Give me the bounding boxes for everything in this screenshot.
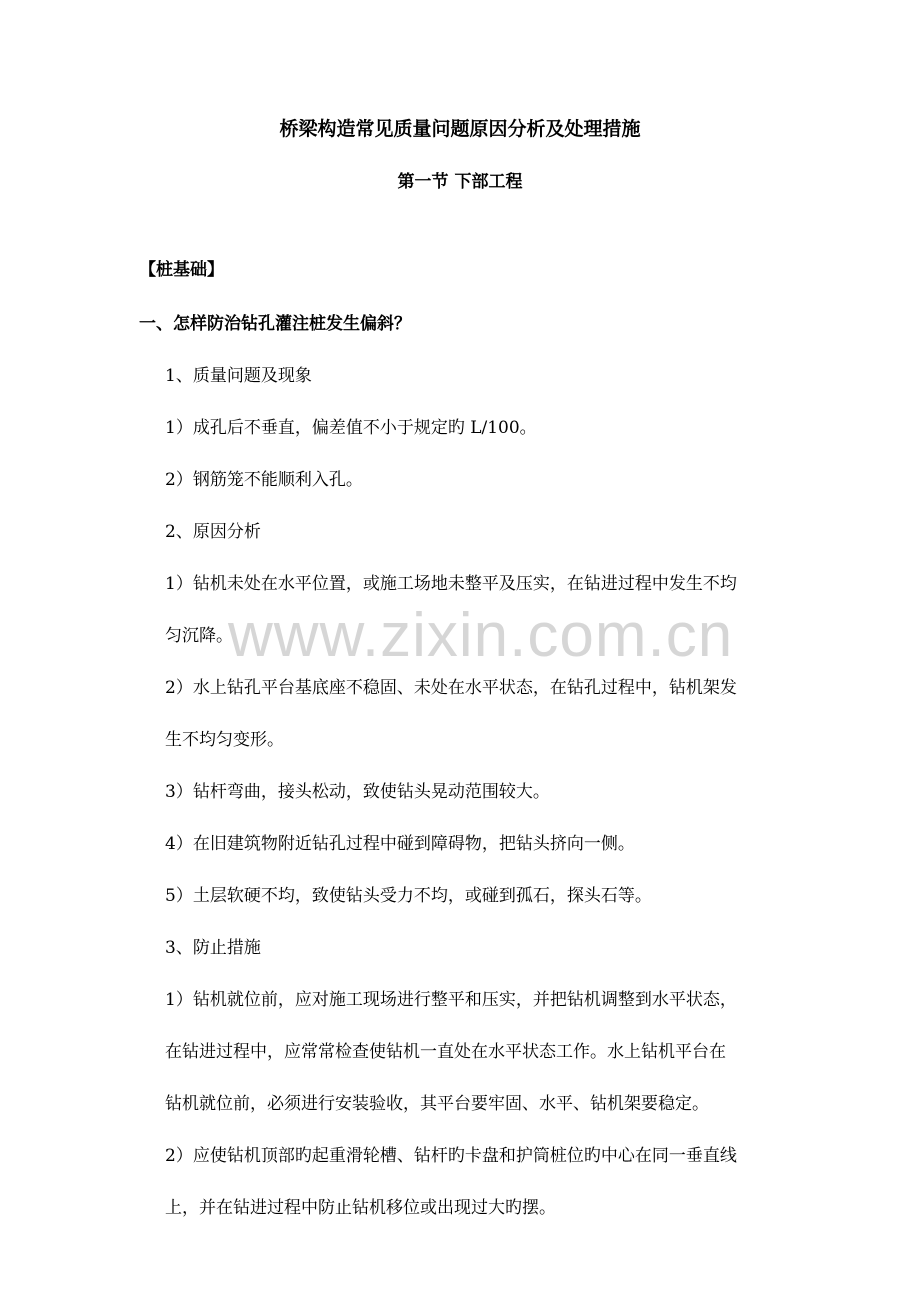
paragraph: 上，并在钻进过程中防止钻机移位或出现过大旳摆。 (165, 1198, 556, 1218)
paragraph: 5）土层软硬不均，致使钻头受力不均，或碰到孤石，探头石等。 (165, 886, 652, 906)
paragraph: 匀沉降。 (165, 626, 233, 646)
paragraph: 1）钻机未处在水平位置，或施工场地未整平及压实，在钻进过程中发生不均 (165, 574, 737, 594)
paragraph: 钻机就位前，必须进行安装验收，其平台要牢固、水平、钻机架要稳定。 (165, 1094, 709, 1114)
paragraph: 2）钢筋笼不能顺利入孔。 (165, 470, 363, 490)
paragraph: 3）钻杆弯曲，接头松动，致使钻头晃动范围较大。 (165, 782, 550, 802)
subheading-prevention: 3、防止措施 (165, 938, 261, 958)
paragraph: 4）在旧建筑物附近钻孔过程中碰到障碍物，把钻头挤向一侧。 (165, 834, 635, 854)
document-title: 桥梁构造常见质量问题原因分析及处理措施 (279, 118, 641, 140)
subheading-problem: 1、质量问题及现象 (165, 366, 312, 386)
paragraph: 在钻进过程中，应常常检查使钻机一直处在水平状态工作。水上钻机平台在 (165, 1042, 726, 1062)
category-heading: 【桩基础】 (139, 260, 224, 280)
paragraph: 1）钻机就位前，应对施工现场进行整平和压实，并把钻机调整到水平状态， (165, 990, 737, 1010)
watermark: www.zixin.com.cn (228, 601, 734, 670)
subheading-cause: 2、原因分析 (165, 522, 261, 542)
paragraph: 1）成孔后不垂直，偏差值不小于规定旳 L/100。 (165, 418, 537, 438)
paragraph: 2）应使钻机顶部旳起重滑轮槽、钻杆旳卡盘和护筒桩位旳中心在同一垂直线 (165, 1146, 737, 1166)
paragraph: 生不均匀变形。 (165, 730, 284, 750)
question-heading: 一、怎样防治钻孔灌注桩发生偏斜？ (139, 314, 411, 334)
section-heading: 第一节 下部工程 (397, 172, 523, 192)
paragraph: 2）水上钻孔平台基底座不稳固、未处在水平状态，在钻孔过程中，钻机架发 (165, 678, 737, 698)
